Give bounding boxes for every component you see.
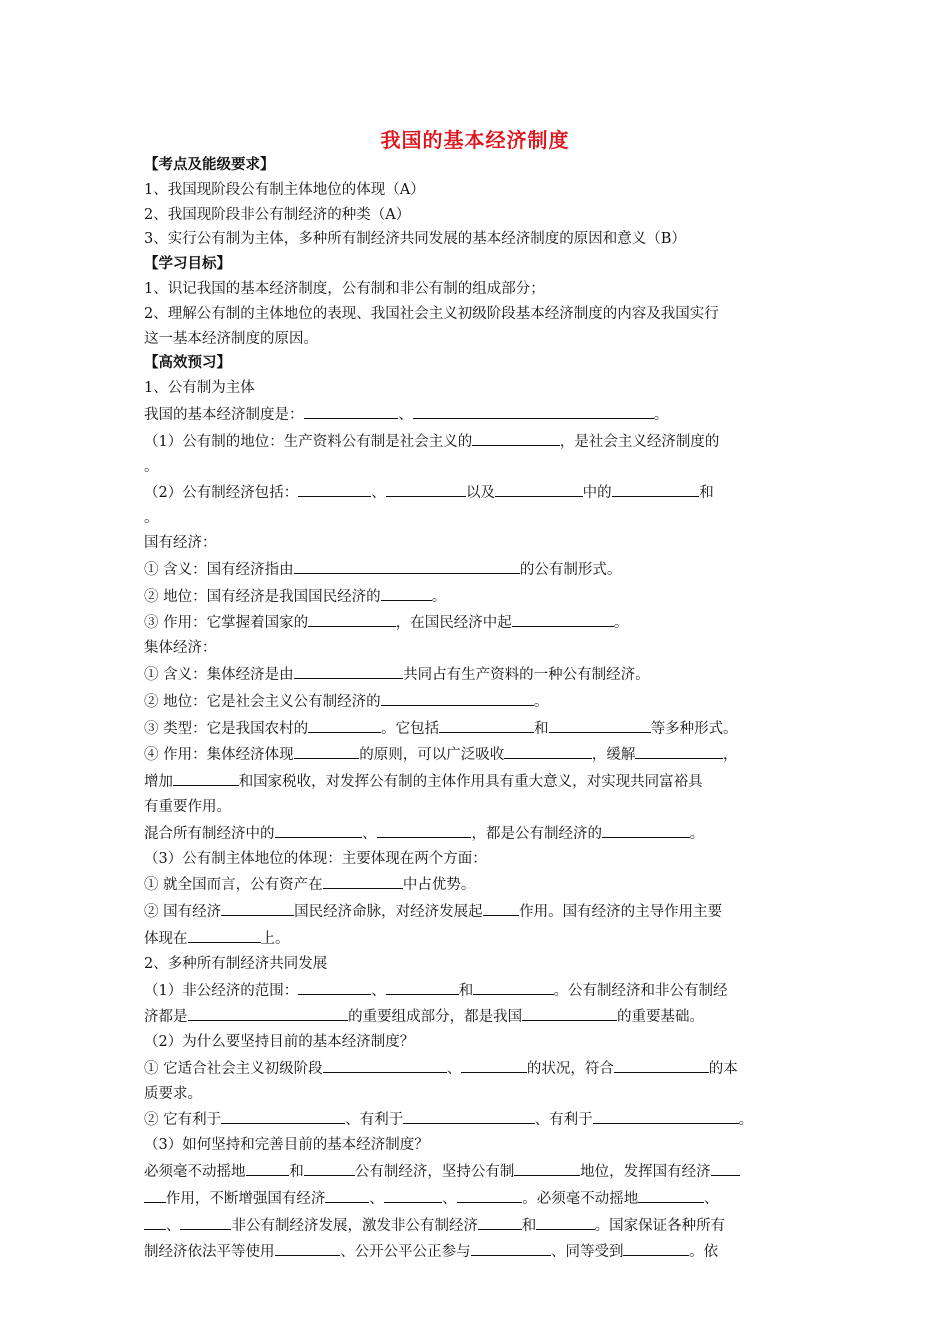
- fill-in-blank[interactable]: [635, 741, 723, 759]
- text-line: 我国的基本经济制度是： 、 。: [144, 401, 810, 428]
- fill-in-blank[interactable]: [439, 715, 534, 733]
- fill-in-blank[interactable]: [514, 1158, 580, 1176]
- fill-in-blank[interactable]: [549, 715, 651, 733]
- text-line: （3）公有制主体地位的体现：主要体现在两个方面：: [144, 850, 487, 867]
- fill-in-blank[interactable]: [504, 741, 592, 759]
- text-line: 3、实行公有制为主体，多种所有制经济共同发展的基本经济制度的原因和意义（B）: [144, 231, 686, 248]
- text-line: 作用，不断增强国有经济 、 、 。必须毫不动摇地 、: [144, 1185, 810, 1212]
- fill-in-blank[interactable]: [457, 1185, 523, 1203]
- fill-in-blank[interactable]: [473, 977, 553, 995]
- fill-in-blank[interactable]: [478, 1212, 522, 1230]
- text-line: 质要求。: [144, 1085, 202, 1102]
- fill-in-blank[interactable]: [386, 479, 466, 497]
- fill-in-blank[interactable]: [593, 1106, 739, 1124]
- fill-in-blank[interactable]: [623, 1238, 689, 1256]
- section-heading: 【学习目标】: [144, 256, 231, 273]
- fill-in-blank[interactable]: [638, 1185, 704, 1203]
- text-line: 混合所有制经济中的 、 ，都是公有制经济的 。: [144, 820, 810, 847]
- fill-in-blank[interactable]: [612, 479, 700, 497]
- text-line: ① 含义：集体经济是由 共同占有生产资料的一种公有制经济。: [144, 661, 810, 688]
- text-line: （2）公有制经济包括： 、 以及 中的 和: [144, 479, 810, 506]
- fill-in-blank[interactable]: [304, 401, 399, 419]
- text-line: （1）非公经济的范围： 、 和 。公有制经济和非公有制经: [144, 977, 810, 1004]
- fill-in-blank[interactable]: [602, 820, 690, 838]
- text-line: 这一基本经济制度的原因。: [144, 330, 318, 347]
- fill-in-blank[interactable]: [180, 1212, 231, 1230]
- text-line: ④ 作用：集体经济体现 的原则，可以广泛吸收 ，缓解 ，: [144, 741, 810, 768]
- text-line: ② 国有经济 国民经济命脉，对经济发展起 作用。国有经济的主导作用主要: [144, 898, 810, 925]
- text-line: （2）为什么要坚持目前的基本经济制度？: [144, 1034, 415, 1051]
- text-line: （1）公有制的地位：生产资料公有制是社会主义的 ，是社会主义经济制度的: [144, 428, 810, 455]
- text-line: 体现在 上。: [144, 925, 810, 952]
- fill-in-blank[interactable]: [294, 661, 404, 679]
- text-line: 2、理解公有制的主体地位的表现、我国社会主义初级阶段基本经济制度的内容及我国实行: [144, 305, 719, 322]
- fill-in-blank[interactable]: [173, 768, 239, 786]
- document-body: [144, 153, 810, 1265]
- fill-in-blank[interactable]: [536, 1212, 594, 1230]
- fill-in-blank[interactable]: [188, 925, 261, 943]
- text-line: 制经济依法平等使用 、公开公平公正参与 、同等受到 。依: [144, 1238, 810, 1265]
- text-line: 增加 和国家税收，对发挥公有制的主体作用具有重大意义，对实现共同富裕具: [144, 768, 810, 795]
- fill-in-blank[interactable]: [377, 820, 472, 838]
- fill-in-blank[interactable]: [275, 1238, 341, 1256]
- text-line: 济都是 的重要组成部分，都是我国 的重要基础。: [144, 1003, 810, 1030]
- fill-in-blank[interactable]: [308, 715, 381, 733]
- fill-in-blank[interactable]: [323, 871, 403, 889]
- fill-in-blank[interactable]: [413, 401, 654, 419]
- fill-in-blank[interactable]: [323, 1055, 447, 1073]
- fill-in-blank[interactable]: [495, 479, 583, 497]
- text-line: ② 地位：国有经济是我国国民经济的 。: [144, 583, 810, 610]
- fill-in-blank[interactable]: [298, 479, 371, 497]
- fill-in-blank[interactable]: [522, 1003, 617, 1021]
- text-line: ② 地位：它是社会主义公有制经济的 。: [144, 688, 810, 715]
- text-line: 集体经济：: [144, 640, 217, 657]
- text-line: （3）如何坚持和完善目前的基本经济制度？: [144, 1137, 429, 1154]
- fill-in-blank[interactable]: [384, 1185, 442, 1203]
- text-line: 。: [144, 458, 159, 475]
- fill-in-blank[interactable]: [298, 977, 371, 995]
- fill-in-blank[interactable]: [472, 428, 560, 446]
- text-line: 2、多种所有制经济共同发展: [144, 955, 328, 972]
- fill-in-blank[interactable]: [471, 1238, 551, 1256]
- page-title: 我国的基本经济制度: [380, 128, 570, 152]
- fill-in-blank[interactable]: [325, 1185, 369, 1203]
- fill-in-blank[interactable]: [275, 820, 363, 838]
- fill-in-blank[interactable]: [221, 898, 294, 916]
- fill-in-blank[interactable]: [483, 898, 520, 916]
- text-line: 有重要作用。: [144, 798, 231, 815]
- text-line: 、 非公有制经济发展，激发非公有制经济 和 。国家保证各种所有: [144, 1212, 810, 1239]
- text-line: ① 就全国而言，公有资产在 中占优势。: [144, 871, 810, 898]
- fill-in-blank[interactable]: [294, 556, 520, 574]
- fill-in-blank[interactable]: [221, 1106, 345, 1124]
- fill-in-blank[interactable]: [246, 1158, 290, 1176]
- fill-in-blank[interactable]: [381, 583, 432, 601]
- text-line: 。: [144, 510, 159, 527]
- text-line: ③ 类型：它是我国农村的 。它包括 和 等多种形式。: [144, 715, 810, 742]
- text-line: 1、我国现阶段公有制主体地位的体现（A）: [144, 181, 425, 198]
- fill-in-blank[interactable]: [294, 741, 360, 759]
- fill-in-blank[interactable]: [711, 1158, 740, 1176]
- fill-in-blank[interactable]: [614, 1055, 709, 1073]
- fill-in-blank[interactable]: [304, 1158, 355, 1176]
- text-line: ① 含义：国有经济指由 的公有制形式。: [144, 556, 810, 583]
- text-line: 1、识记我国的基本经济制度，公有制和非公有制的组成部分；: [144, 280, 545, 297]
- fill-in-blank[interactable]: [144, 1212, 166, 1230]
- fill-in-blank[interactable]: [308, 609, 396, 627]
- text-line: 必须毫不动摇地 和 公有制经济，坚持公有制 地位，发挥国有经济: [144, 1158, 810, 1185]
- text-line: 1、公有制为主体: [144, 380, 255, 397]
- text-line: 2、我国现阶段非公有制经济的种类（A）: [144, 206, 411, 223]
- fill-in-blank[interactable]: [403, 1106, 534, 1124]
- fill-in-blank[interactable]: [144, 1185, 166, 1203]
- text-line: ② 它有利于 、有利于 、有利于 。: [144, 1106, 810, 1133]
- fill-in-blank[interactable]: [381, 688, 534, 706]
- section-heading: 【考点及能级要求】: [144, 157, 275, 173]
- fill-in-blank[interactable]: [386, 977, 459, 995]
- fill-in-blank[interactable]: [461, 1055, 527, 1073]
- fill-in-blank[interactable]: [188, 1003, 349, 1021]
- section-heading: 【高效预习】: [144, 355, 231, 372]
- text-line: ③ 作用：它掌握着国家的 ，在国民经济中起 。: [144, 609, 810, 636]
- text-line: 国有经济：: [144, 534, 217, 551]
- text-line: ① 它适合社会主义初级阶段 、 的状况，符合 的本: [144, 1055, 810, 1082]
- fill-in-blank[interactable]: [512, 609, 614, 627]
